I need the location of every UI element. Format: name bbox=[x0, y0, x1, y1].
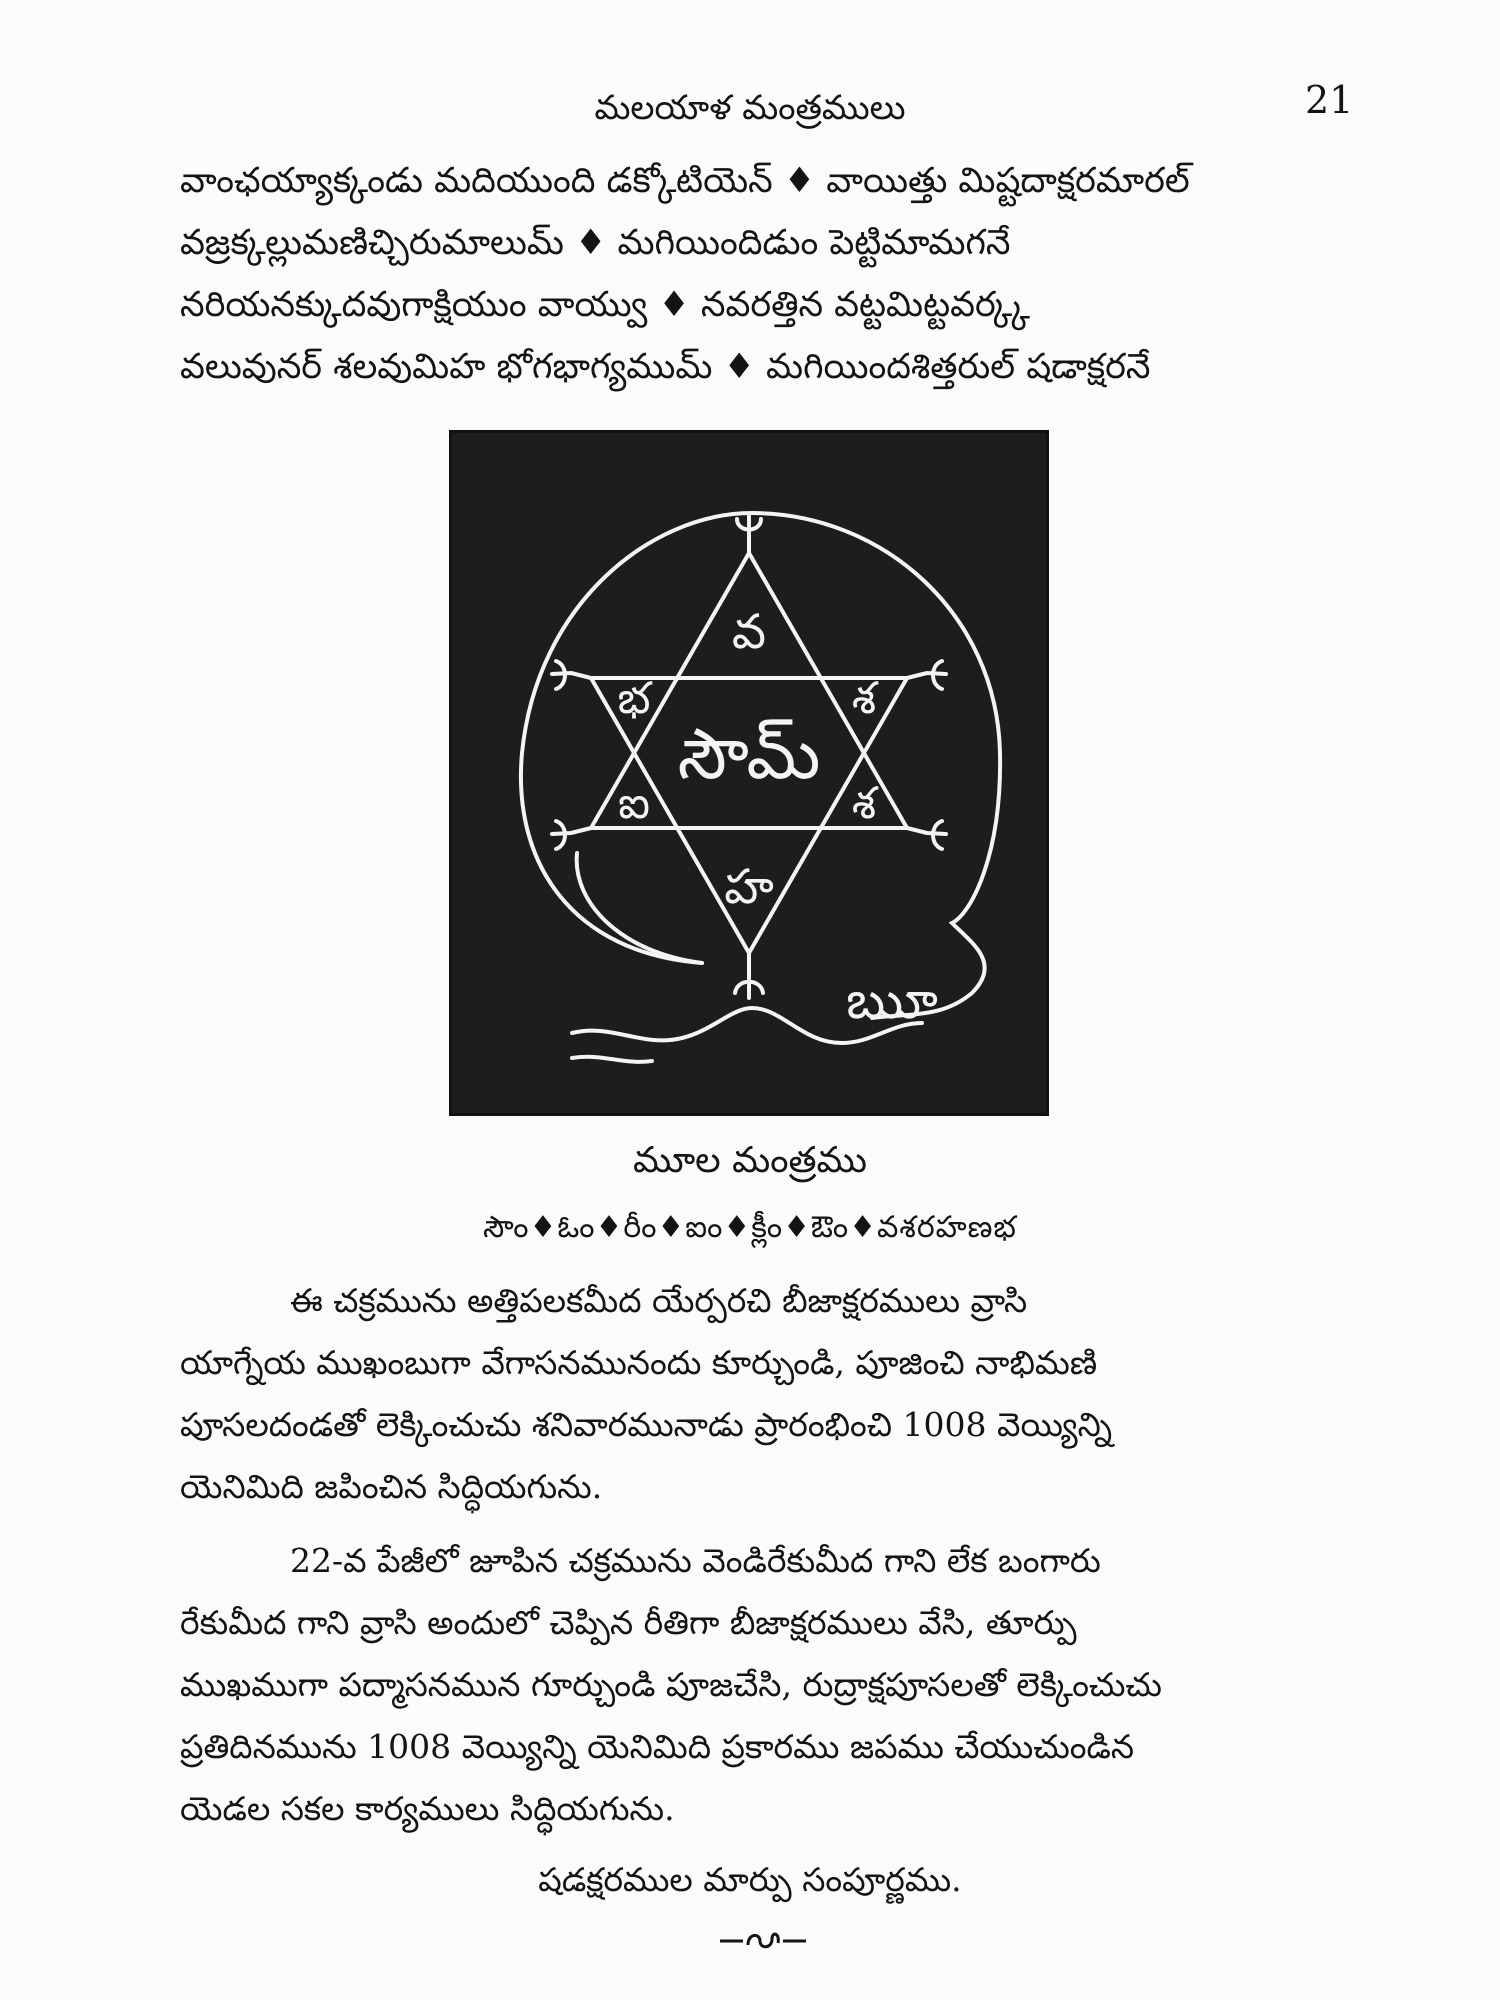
point-syllable: వ bbox=[731, 604, 767, 660]
yantra-letters bbox=[618, 604, 938, 1031]
point-syllable: శ bbox=[851, 673, 877, 724]
yantra-drawing bbox=[452, 433, 1046, 1113]
page-number: 21 bbox=[1305, 78, 1354, 122]
paragraph-line: యెనిమిది జపించిన సిద్ధియగును. bbox=[180, 1467, 603, 1506]
mula-mantra: సౌం♦ఓం♦రీం♦ఐం♦క్లీం♦ఔం♦వశరహణభ bbox=[483, 1210, 1017, 1245]
trident-icon bbox=[907, 821, 946, 849]
closing-line: షడక్షరముల మార్పు సంపూర్ణము. bbox=[538, 1860, 962, 1899]
inner-loop bbox=[577, 853, 702, 963]
paragraph-1 bbox=[180, 1270, 1340, 1518]
trident-icon bbox=[737, 515, 761, 553]
paragraph-line: పూసలదండతో లెక్కించుచు శనివారమునాడు ప్రారంభించి 1008 వెయ్యిన్ని bbox=[180, 1405, 1113, 1444]
paragraph-line: ముఖముగా పద్మాసనమున గూర్చుండి పూజచేసి, రుద్రాక్షపూసలతో లెక్కించుచు bbox=[180, 1665, 1162, 1704]
verse-line: వజ్రక్కల్లుమణిచ్చిరుమాలుమ్ ♦ మగియిందిడుం పెట్టిమామగనే bbox=[180, 223, 1011, 263]
verse-line: నరియనక్కుదవుగాక్షియుం వాయ్వు ♦ నవరత్తిన వట్టమిట్టవర్క్క bbox=[180, 285, 1030, 325]
bottom-glyph: ౠ bbox=[846, 971, 938, 1031]
paragraph-line: 22-వ పేజీలో జూపిన చక్రమును వెండిరేకుమీద గాని లేక బంగారు bbox=[290, 1541, 1101, 1580]
end-ornament-icon bbox=[718, 1925, 808, 1955]
point-syllable: భ bbox=[617, 673, 651, 724]
paragraph-line: ప్రతిదినమును 1008 వెయ్యిన్ని యెనిమిది ప్రకారము జపము చేయుచుండిన bbox=[180, 1727, 1135, 1766]
paragraph-line: యాగ్నేయ ముఖంబుగా వేగాసనమునందు కూర్చుండి, పూజించి నాభిమణి bbox=[180, 1343, 1098, 1382]
center-syllable: సౌమ్ bbox=[677, 713, 821, 795]
yantra-caption: మూల మంత్రము bbox=[633, 1140, 867, 1181]
paragraph-line: ఈ చక్రమును అత్తిపలకమీద యేర్పరచి బీజాక్షరములు వ్రాసి bbox=[290, 1281, 1028, 1320]
verse-line: వాంఛయ్యాక్కండు మదియుంది డక్కోటియెన్ ♦ వాయిత్తు మిష్టదాక్షరమారల్ bbox=[180, 161, 1190, 201]
trident-icon bbox=[735, 953, 763, 998]
paragraph-2 bbox=[180, 1530, 1340, 1840]
point-syllable: ఐ bbox=[618, 778, 650, 829]
serpent-tail-end bbox=[572, 1057, 652, 1062]
point-syllable: హ bbox=[724, 859, 774, 915]
verse-line: వలువునర్ శలవుమిహ భోగభాగ్యముమ్ ♦ మగియిందశిత్తరుల్ షడాక్షరనే bbox=[180, 347, 1151, 387]
paragraph-line: యెడల సకల కార్యములు సిద్ధియగును. bbox=[180, 1789, 675, 1828]
point-syllable: శ bbox=[851, 778, 877, 829]
trident-icon bbox=[907, 661, 946, 689]
yantra-diagram bbox=[449, 430, 1049, 1116]
trident-icon bbox=[552, 821, 591, 849]
verse-block bbox=[180, 150, 1340, 398]
running-title: మలయాళ మంత్రములు bbox=[594, 88, 906, 128]
paragraph-line: రేకుమీద గాని వ్రాసి అందులో చెప్పిన రీతిగా బీజాక్షరములు వేసి, తూర్పు bbox=[180, 1603, 1077, 1642]
trident-icon bbox=[552, 661, 591, 689]
